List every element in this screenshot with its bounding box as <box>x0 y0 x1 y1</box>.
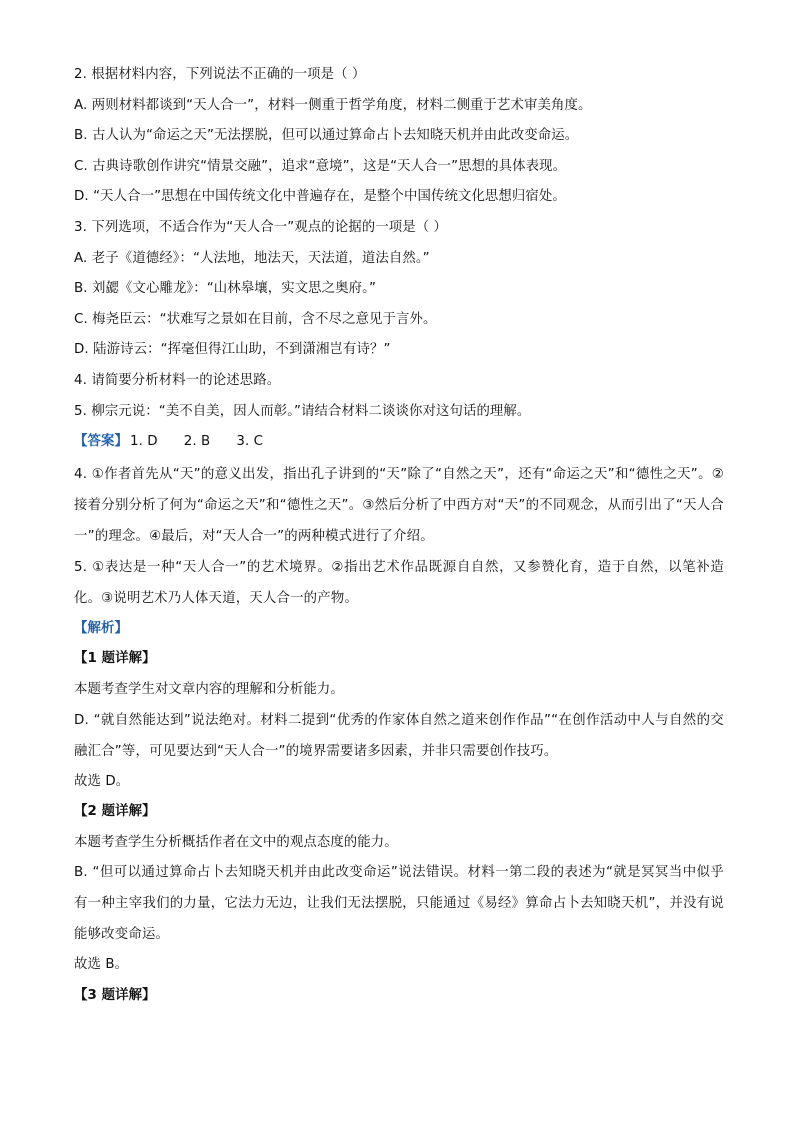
question-2-option-d: D. “天人合一”思想在中国传统文化中普遍存在，是整个中国传统文化思想归宿处。 <box>74 189 566 205</box>
analysis-label: 【解析】 <box>74 620 128 636</box>
question-2-stem: 2. 根据材料内容，下列说法不正确的一项是（ ） <box>74 67 366 82</box>
answer-2: 2. B <box>183 434 211 450</box>
question-5-stem: 5. 柳宗元说：“美不自美，因人而彰。”请结合材料二谈谈你对这句话的理解。 <box>74 403 531 419</box>
detail-2-intro: 本题考查学生分析概括作者在文中的观点态度的能力。 <box>74 834 398 850</box>
answer-3: 3. C <box>236 434 264 450</box>
detail-1-intro: 本题考查学生对文章内容的理解和分析能力。 <box>74 681 344 697</box>
question-4-stem: 4. 请简要分析材料一的论述思路。 <box>74 372 281 388</box>
detail-1-conclusion: 故选 D。 <box>74 773 130 789</box>
question-2-option-a: A. 两则材料都谈到“天人合一”，材料一侧重于哲学角度，材料二侧重于艺术审美角度。 <box>74 97 592 113</box>
answer-5: 5. ①表达是一种“天人合一”的艺术境界。②指出艺术作品既源自自然，又参赞化育，造于自然，以笔补造化。③说明艺术乃人体天道，天人合一的产物。 <box>74 559 724 606</box>
detail-3-title: 【3 题详解】 <box>74 987 156 1003</box>
answer-label: 【答案】 <box>74 434 128 450</box>
question-3-option-b: B. 刘勰《文心雕龙》：“山林皋壤，实文思之奥府。” <box>74 281 376 297</box>
question-3-option-a: A. 老子《道德经》：“人法地，地法天，天法道，道法自然。” <box>74 250 430 266</box>
answer-row <box>74 431 724 452</box>
question-3-option-c: C. 梅尧臣云：“状难写之景如在目前，含不尽之意见于言外。 <box>74 311 437 327</box>
detail-2-title: 【2 题详解】 <box>74 804 156 820</box>
question-2-option-c: C. 古典诗歌创作讲究“情景交融”，追求“意境”，这是“天人合一”思想的具体表现。 <box>74 158 567 174</box>
detail-2-body: B. “但可以通过算命占卜去知晓天机并由此改变命运”说法错误。材料一第二段的表述为“就是冥冥当中似乎有一种主宰我们的力量，它法力无边，让我们无法摆脱，只能通过《易经》算命占卜去知晓天机”，并没有说能够改变命运。 <box>74 865 724 943</box>
detail-1-title: 【1 题详解】 <box>74 651 156 667</box>
question-3-stem: 3. 下列选项，不适合作为“天人合一”观点的论据的一项是（ ） <box>74 219 448 235</box>
answer-4: 4. ①作者首先从“天”的意义出发，指出孔子讲到的“天”除了“自然之天”，还有“命运之天”和“德性之天”。②接着分别分析了何为“命运之天”和“德性之天”。③然后分析了中西方对“天”的不同观念，从而引出了“天人合一”的理念。④最后，对“天人合一”的两种模式进行了介绍。 <box>74 466 724 544</box>
answer-1: 1. D <box>129 434 158 450</box>
detail-2-conclusion: 故选 B。 <box>74 957 129 973</box>
question-2-option-b: B. 古人认为“命运之天”无法摆脱，但可以通过算命占卜去知晓天机并由此改变命运。 <box>74 128 579 144</box>
document-content <box>74 64 724 1015</box>
detail-1-body: D. “就自然能达到”说法绝对。材料二提到“优秀的作家体自然之道来创作作品”“在创作活动中人与自然的交融汇合”等，可见要达到“天人合一”的境界需要诸多因素，并非只需要创作技巧。 <box>74 712 724 759</box>
question-3-option-d: D. 陆游诗云：“挥毫但得江山助，不到潇湘岂有诗？” <box>74 342 391 358</box>
